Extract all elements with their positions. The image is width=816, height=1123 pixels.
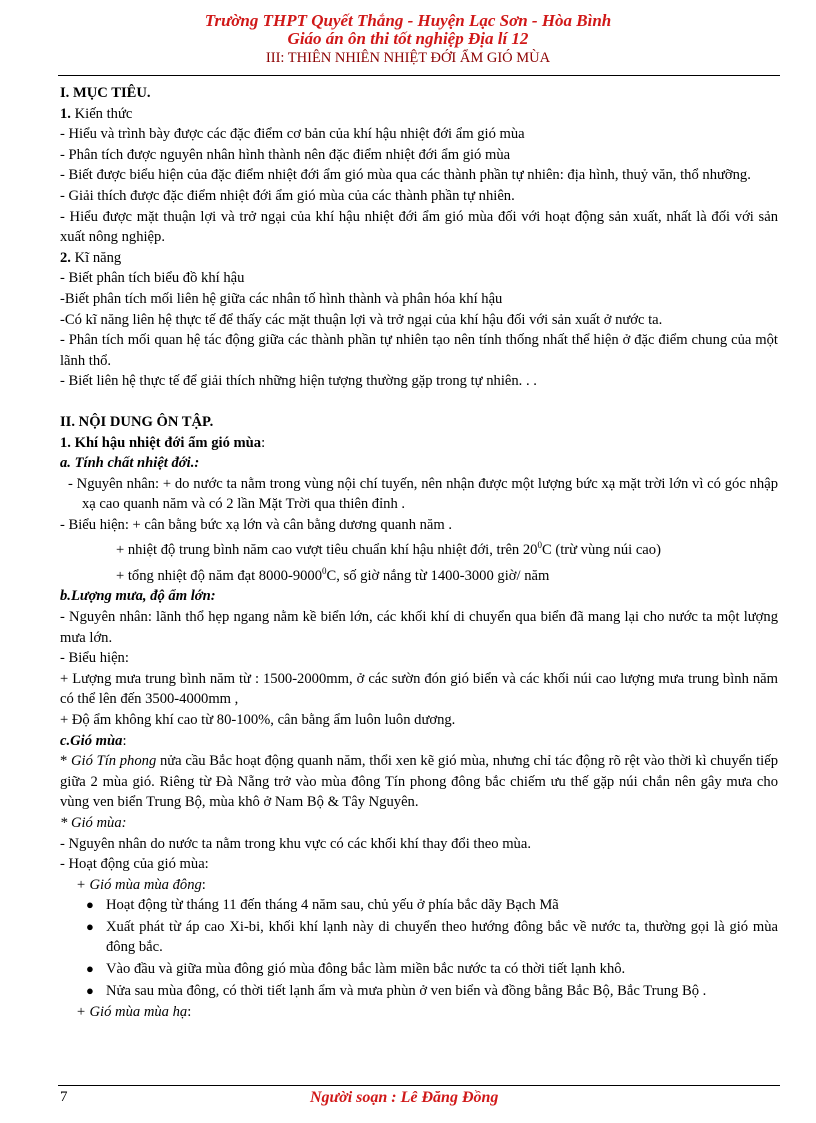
rainfall-cause: - Nguyên nhân: lãnh thổ hẹp ngang nằm kề biển lớn, các khối khí di chuyển qua biển đã mang lại cho nước ta một lượng mưa lớn. [60, 608, 778, 646]
climate-heading [60, 433, 778, 454]
list-item [86, 959, 778, 980]
knowledge-item: - Biết được biểu hiện của đặc điểm nhiệt đới ẩm gió mùa qua các thành phần tự nhiên: địa hình, thuỷ văn, thổ nhưỡng. [60, 167, 751, 184]
knowledge-item: - Phân tích được nguyên nhân hình thành nên đặc điểm nhiệt đới ẩm gió mùa [60, 146, 511, 163]
degree-sup: 0 [322, 565, 327, 576]
summer-monsoon-heading [60, 1002, 778, 1023]
list-item-text: Nửa sau mùa đông, có thời tiết lạnh ẩm và mưa phùn ở ven biển và đồng bằng Bắc Bộ, Bắc Trung Bộ . [106, 982, 707, 999]
skills-item: - Phân tích mối quan hệ tác động giữa các thành phần tự nhiên tạo nên tính thống nhất thể hiện ở đặc điểm chung của một lãnh thổ. [60, 332, 778, 369]
tropical-cause: - Nguyên nhân: + do nước ta nằm trong vùng nội chí tuyến, nên nhận được một lượng bức xạ mặt trời lớn vì có góc nhập xạ cao quanh năm và có 2 lần Mặt Trời qua thiên đỉnh . [68, 475, 778, 513]
header-lesson-title: III: THIÊN NHIÊN NHIỆT ĐỚI ẨM GIÓ MÙA [265, 50, 551, 66]
knowledge-number: 1. [60, 105, 71, 122]
tropical-heading: a. Tính chất nhiệt đới.: [60, 455, 200, 472]
header-school-name: Trường THPT Quyết Thắng - Huyện Lạc Sơn - Hòa Bình [204, 11, 612, 30]
author-credit: Người soạn : Lê Đăng Đồng [310, 1089, 499, 1106]
monsoon-subheading [60, 813, 778, 834]
knowledge-item: - Giải thích được đặc điểm nhiệt đới ẩm gió mùa của các thành phần tự nhiên. [60, 187, 515, 204]
trade-wind-text: nửa cầu Bắc hoạt động quanh năm, thổi xen kẽ gió mùa, nhưng chỉ tác động rõ rệt vào thời kì chuyển tiếp giữa 2 mùa gió. Riêng từ Đà Nẵng trở vào mùa đông Tín phong đông bắc chiếm ưu thế gặp núi chắn nên gây mưa cho vùng ven biển Trung Bộ, mùa khô ở Nam Bộ & Tây Nguyên. [60, 753, 778, 811]
bullet-icon: ● [86, 918, 94, 934]
temp-text-tail: C (trừ vùng núi cao) [541, 542, 661, 559]
rainfall-heading: b.Lượng mưa, độ ẩm lớn: [60, 588, 216, 605]
summer-monsoon-colon: : [187, 1004, 192, 1021]
list-item-text: Vào đầu và giữa mùa đông gió mùa đông bắc làm miền bắc nước ta có thời tiết lạnh khô. [106, 961, 626, 978]
list-item-text: Xuất phát từ áp cao Xi-bi, khối khí lạnh này di chuyển theo hướng đông bắc về nước ta, thường gọi là gió mùa đông bắc. [106, 918, 778, 956]
monsoon-heading-text: c.Gió mùa [60, 732, 123, 749]
tropical-total-heat [60, 561, 778, 586]
trade-wind-star: * [60, 753, 71, 770]
degree-sup: 0 [537, 540, 542, 551]
skills-item: - Biết liên hệ thực tế để giải thích những hiện tượng thường gặp trong tự nhiên. . . [60, 373, 537, 390]
footer-divider [58, 1085, 780, 1086]
monsoon-activity: - Hoạt động của gió mùa: [60, 856, 209, 873]
trade-wind-name: Gió Tín phong [71, 753, 157, 770]
knowledge-heading [60, 104, 778, 125]
skills-number: 2. [60, 249, 71, 266]
tropical-expression: - Biểu hiện: + cân bằng bức xạ lớn và cân bằng dương quanh năm . [60, 516, 453, 533]
knowledge-item: - Hiểu được mặt thuận lợi và trở ngại của khí hậu nhiệt đới ẩm gió mùa đối với hoạt động sản xuất, nhất là đối với sản xuất nông nghiệp. [60, 208, 778, 246]
skills-item: -Có kĩ năng liên hệ thực tế để thấy các mặt thuận lợi và trở ngại của khí hậu đối với sản xuất ở nước ta. [60, 311, 663, 328]
list-item [86, 917, 778, 958]
heat-text: + tổng nhiệt độ năm đạt 8000-9000 [116, 567, 323, 584]
rainfall-amount: + Lượng mưa trung bình năm từ : 1500-2000mm, ở các sườn đón gió biển và các khối núi cao lượng mưa trung bình năm có thể lên đến 3500-4000mm , [60, 670, 778, 708]
heat-text-tail: C, số giờ nắng từ 1400-3000 giờ/ năm [326, 567, 550, 584]
knowledge-item: - Hiểu và trình bày được các đặc điểm cơ bản của khí hậu nhiệt đới ẩm gió mùa [60, 126, 525, 143]
section-gap [60, 392, 778, 412]
list-item-text: Hoạt động từ tháng 11 đến tháng 4 năm sau, chủ yếu ở phía bắc dãy Bạch Mã [106, 897, 559, 914]
page-number: 7 [60, 1089, 68, 1105]
climate-heading-colon: : [261, 434, 266, 451]
section-content-title: II. NỘI DUNG ÔN TẬP. [60, 413, 214, 430]
monsoon-heading-colon: : [122, 732, 127, 749]
monsoon-subheading-text: * Gió mùa: [60, 814, 127, 831]
tropical-temperature [60, 535, 778, 560]
humidity: + Độ ẩm không khí cao từ 80-100%, cân bằng ẩm luôn luôn dương. [60, 711, 456, 728]
temp-text: + nhiệt độ trung bình năm cao vượt tiêu chuẩn khí hậu nhiệt đới, trên 20 [116, 542, 538, 559]
winter-monsoon-list [60, 895, 778, 1001]
climate-heading-text: 1. Khí hậu nhiệt đới ẩm gió mùa [60, 434, 262, 451]
skills-label: Kĩ năng [70, 249, 122, 266]
skills-heading [60, 248, 778, 269]
rainfall-expression: - Biểu hiện: [60, 650, 129, 667]
header-subject: Giáo án ôn thi tốt nghiệp Địa lí 12 [287, 29, 529, 48]
bullet-icon: ● [86, 961, 94, 977]
page-footer [0, 1089, 816, 1113]
winter-monsoon-text: + Gió mùa mùa đông [76, 876, 202, 893]
winter-monsoon-colon: : [201, 876, 206, 893]
bullet-icon: ● [86, 982, 94, 998]
skills-item: -Biết phân tích mối liên hệ giữa các nhân tố hình thành và phân hóa khí hậu [60, 290, 503, 307]
section-objectives-title: I. MỤC TIÊU. [60, 85, 151, 101]
summer-monsoon-text: + Gió mùa mùa hạ [76, 1004, 188, 1021]
document-body [60, 83, 778, 1023]
monsoon-cause: - Nguyên nhân do nước ta nằm trong khu vực có các khối khí thay đổi theo mùa. [60, 835, 531, 852]
trade-wind-paragraph [60, 751, 778, 813]
skills-item: - Biết phân tích biểu đồ khí hậu [60, 270, 245, 287]
list-item [86, 895, 778, 916]
winter-monsoon-heading [60, 875, 778, 896]
header-divider [58, 75, 780, 76]
page-header [0, 12, 816, 68]
list-item [86, 981, 778, 1002]
monsoon-heading [60, 731, 778, 752]
bullet-icon: ● [86, 897, 94, 913]
knowledge-label: Kiến thức [70, 105, 133, 122]
